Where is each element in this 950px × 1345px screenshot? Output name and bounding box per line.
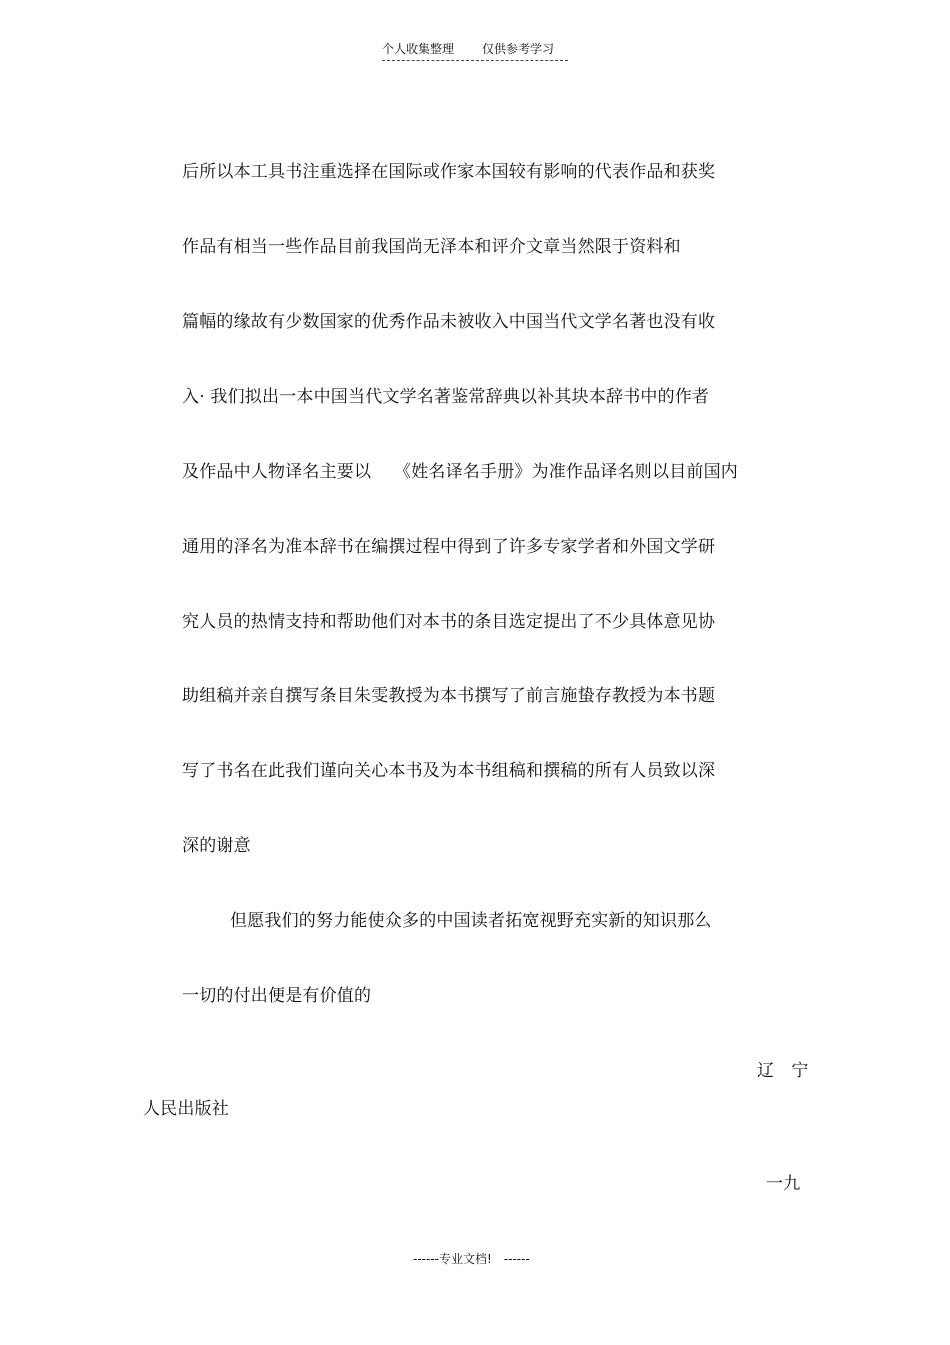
header-left-text: 个人收集整理: [382, 42, 455, 56]
body-line-8: 助组稿并亲自撰写条目朱雯教授为本书撰写了前言施蛰存教授为本书题: [182, 686, 716, 706]
date-fragment: 一九: [766, 1174, 801, 1194]
body-line-5: 及作品中人物译名主要以 《姓名译名手册》为准作品译名则以目前国内: [182, 462, 739, 482]
publisher-name-part2: 人民出版社: [143, 1099, 229, 1119]
body-line-2: 作品有相当一些作品目前我国尚无泽本和评介文章当然限于资料和: [182, 237, 681, 257]
body-line-7: 究人员的热情支持和帮助他们对本书的条目选定提出了不少具体意见协: [182, 612, 716, 632]
body-line-10: 深的谢意: [182, 836, 251, 856]
header-right-text: 仅供参考学习: [482, 42, 555, 56]
body-line-12: 一切的付出便是有价值的: [182, 986, 372, 1006]
page-header: [382, 40, 568, 61]
body-line-4: 入· 我们拟出一本中国当代文学名著鉴常辞典以补其块本辞书中的作者: [182, 387, 710, 407]
body-line-6: 通用的泽名为准本辞书在编撰过程中得到了许多专家学者和外国文学研: [182, 537, 716, 557]
body-line-1: 后所以本工具书注重选择在国际或作家本国较有影响的代表作品和获奖: [182, 162, 716, 182]
body-line-3: 篇幅的缘故有少数国家的优秀作品未被收入中国当代文学名著也没有收: [182, 312, 716, 332]
page-footer: ------专业文档! ------: [413, 1252, 530, 1266]
body-line-11: 但愿我们的努力能使众多的中国读者拓宽视野充实新的知识那么: [230, 911, 712, 931]
publisher-name-part1: 辽 宁: [757, 1061, 809, 1081]
body-line-9: 写了书名在此我们谨向关心本书及为本书组稿和撰稿的所有人员致以深: [182, 761, 716, 781]
